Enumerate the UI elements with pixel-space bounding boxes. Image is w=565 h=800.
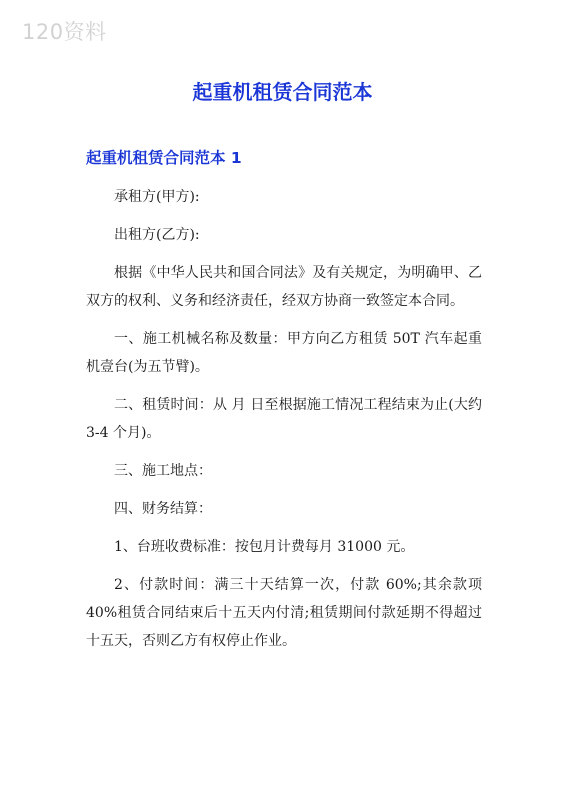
clause-site: 三、施工地点： (114, 463, 212, 479)
section-heading: 起重机租赁合同范本 1 (86, 149, 242, 167)
clause-fee-standard: 1、台班收费标准：按包月计费每月 31000 元。 (114, 539, 415, 555)
clause-settlement: 四、财务结算： (114, 501, 212, 517)
watermark-logo: 120资料 (22, 20, 107, 44)
lessor-line: 出租方(乙方): (114, 227, 200, 243)
document-title: 起重机租赁合同范本 (192, 80, 373, 104)
clause-equipment: 一、施工机械名称及数量：甲方向乙方租赁 50T 汽车起重机壹台(为五节臂)。 (86, 331, 482, 375)
preamble-paragraph: 根据《中华人民共和国合同法》及有关规定，为明确甲、乙双方的权利、义务和经济责任，经双方协商一致签定本合同。 (86, 265, 482, 309)
lessee-line: 承租方(甲方): (114, 189, 200, 205)
document-body (86, 183, 482, 665)
clause-rental-period: 二、租赁时间：从 月 日至根据施工情况工程结束为止(大约 3-4 个月)。 (86, 397, 482, 441)
clause-payment-time: 2、付款时间：满三十天结算一次，付款 60%;其余款项 40%租赁合同结束后十五天内付清;租赁期间付款延期不得超过十五天，否则乙方有权停止作业。 (86, 577, 482, 649)
